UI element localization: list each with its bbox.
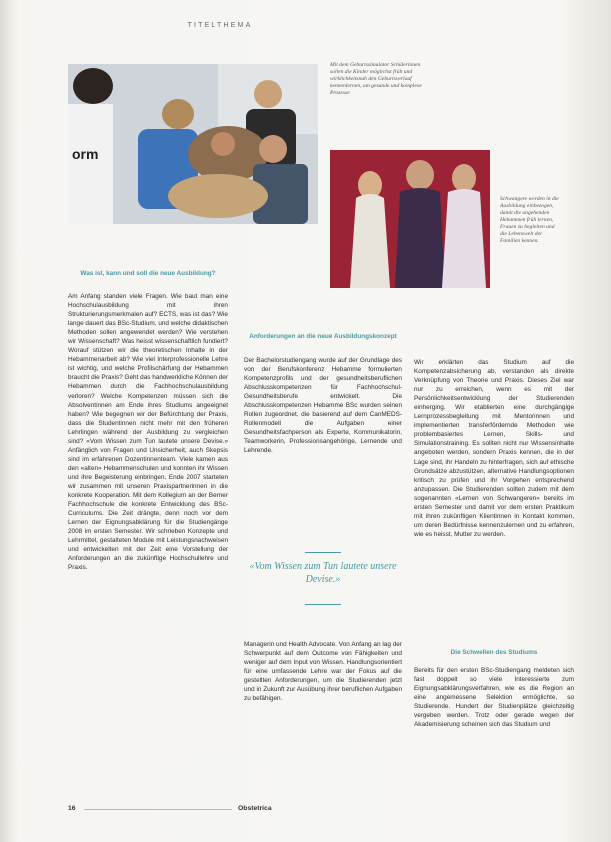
section-kicker: TITELTHEMA: [187, 22, 253, 29]
column3-heading: Die Schwellen des Studiums: [450, 649, 538, 656]
svg-text:orm: orm: [72, 146, 99, 162]
page-number: 16: [68, 805, 76, 812]
footer-rule: [84, 809, 232, 810]
caption-photo-1: Mit dem Geburtssimulator Schülerinnen sollen die Kinder möglichst früh und wirklichkeitsnah den Geburtsverlauf kennenlernen, um gesunde und komplexe Prozesse: [330, 62, 422, 96]
column3-continued-text: Bereits für den ersten BSc-Studiengang meldeten sich fast doppelt so viele Interessierte zum Eignungsabklärungsverfahren, wie es die Region an eine angemessene Selektion ermöglichte, so Studierende. Hundert der Studienplätze gleichzeitig vergeben werden. Trotz oder gerade wegen der Akademisierung scheinen sich das Studium und: [414, 667, 574, 729]
photo-women-illustration: [330, 150, 490, 288]
pull-quote: «Vom Wissen zum Tun lautete unsere Devise.»: [249, 561, 397, 585]
caption-photo-2: Schwangere werden in die Ausbildung einbezogen, damit die angehenden Hebammen früh lernen, Frauen zu begleiten und die Lebenswelt der Familien kennen.: [500, 196, 559, 244]
column1-text: Am Anfang standen viele Fragen. Wie baut man eine Hochschulausbildung mit ihren Strukturierungsmerkmalen auf? ECTS, was ist das? Wie lange dauert das BSc-Studium, und welche didaktischen Methoden sollen angewendet werden? Wie verstehen wir Wissenschaft? Was heisst wissenschaftlich fundiert? Worauf stützen wir die theoretischen Inhalte in der Hebammenarbeit ab? Wie viel Interprofessionelle Lehre ist wichtig, und welche Profilschärfung der Hebammen braucht die Praxis? Geht das handwerkliche Können der Hebammen durch die Fachhochschulausbildung verloren? Welche Kompetenzen müssen sich die Absolventinnen am Ende ihres Studiums angeeignet haben? Wie begegnen wir der Befürchtung der Praxis, dass die Studentinnen nicht mehr mit den früheren Lehrlingen während der Ausbildung zu vergleichen sind? «Vom Wissen zum Tun lautete unsere Devise.» Anfänglich von Fragen und Unsicherheit, auch Skepsis sind im erfahrenen Dozentinnenteam. Viele kamen aus den «alten» Hebammenschulen und konnten ihr Wissen und ihre Begeisterung einbringen. Ende 2007 starteten wir zusammen mit unseren Praxispartnerinnen in die konkrete Kooperation. Mit dem Kollegium an der Berner Fachhochschule die konkrete Entwicklung des BSc-Curriculums. Die Zeit drängte, denn noch vor dem Lernen der Eignungsabklärung für die Studiengänge 2008 im ersten Semester. Wir schrieben Konzepte und Lehrmittel, gestalteten Module mit Leistungsnachweisen und entwickelten mit der Zeit eine Vorstellung der Anforderungen an die zukünftige Hochschullehre und Praxis.: [68, 293, 228, 572]
photo-simulation-training: [68, 64, 318, 224]
column1-heading: Was ist, kann und soll die neue Ausbildung?: [80, 270, 216, 277]
photo-simulation-illustration: [68, 64, 318, 224]
column3-text: Wir erklärten das Studium auf die Kompetenzabsicherung ab, verstanden als direkte Verknüpfung von Theorie und Praxis. Dieses Ziel war nur zu erreichen, wenn es mit der Persönlichkeitsentwicklung der Studierenden einherging. Wir etablierten eine durchgängige Lernprozessbegleitung mit Mentorinnen und implementierten transferfördernde Methoden wie problembasiertes Lernen, Skills- und Simulationstraining. Es sollten nicht nur Wissensinhalte angeboten werden, sondern Praxis kennen, die in der Lage sind, ihr Handeln zu hinterfragen, sich auf ethische Grundsätze abzustützen, alternative Handlungsoptionen kritisch zu prüfen und ihr Vorgehen entsprechend anzupassen. Die Studierenden sollten zudem mit dem sogenannten «Lernen von Schwangeren» bereits im ersten Semester und damit vor dem ersten Praktikum mit ihren zukünftigen Klientinnen in Kontakt kommen, um deren Bedürfnisse kennenzulernen und zu erfahren, wie es heisst, Mutter zu werden.: [414, 359, 574, 538]
column2-text: Der Bachelorstudiengang wurde auf der Grundlage des von der Berufskonferenz Hebamme formulierten Kompetenzprofils und der gesundheitsberuflichen Abschlusskompetenzen für Fachhochschul-Gesundheitsberufe entwickelt. Die Abschlusskompetenzen Hebamme BSc wurden seinen Rollen zugeordnet, die basierend auf dem CanMEDS-Rollenmodell die Aufgaben einer Gesundheitsfachperson als Experte, Kommunikatorin, Teamworkerin, Professionsangehörige, Lernende und Lehrende.: [244, 357, 402, 455]
magazine-name: Obstetrica: [238, 805, 272, 812]
column2-continued-text: Managerin und Health Advocate. Von Anfang an lag der Schwerpunkt auf dem Outcome von Fähigkeiten und weniger auf dem Input von Wissen. Handlungsorientiert für eine umfassende Lehre war der Fokus auf die gestellten Anforderungen, um die Studierenden jetzt und in Zukunft zur Ausübung ihrer beruflichen Aufgaben zu befähigen.: [244, 641, 402, 703]
photo-midwife-women: [330, 150, 490, 288]
column2-heading: Anforderungen an die neue Ausbildungskonzept: [249, 333, 397, 340]
quote-rule-top: [305, 552, 341, 553]
quote-rule-bottom: [305, 604, 341, 605]
